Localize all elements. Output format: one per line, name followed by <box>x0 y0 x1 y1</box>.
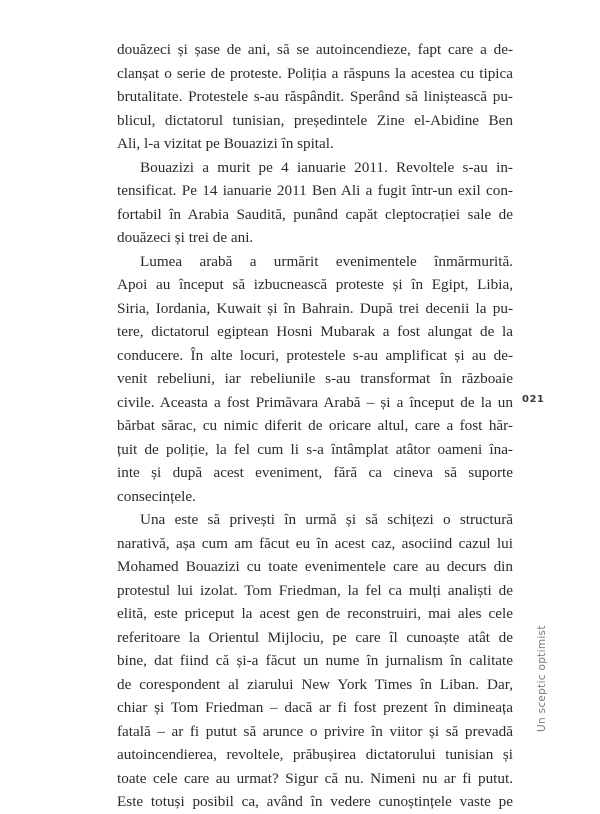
text-line: de corespondent al ziarului New York Times în Liban. Dar, <box>117 675 513 693</box>
text-line: Apoi au început să izbucnească proteste și în Egipt, Libia, <box>117 276 513 293</box>
text-line: bărbat sărac, cu nimic diferit de oricare altul, care a fost hăr- <box>117 417 513 434</box>
running-title: Un sceptic optimist <box>536 625 548 732</box>
text-line: Siria, Iordania, Kuwait și în Bahrain. După trei decenii la pu- <box>117 299 513 317</box>
text-line: fatală – ar fi putut să arunce o privire în viitor și să prevadă <box>117 722 513 740</box>
text-line: țuit de poliție, la fel cum li s-a întâmplat atâtor oameni îna- <box>117 440 513 458</box>
text-line: venit rebeliuni, iar rebeliunile s-au transformat în războaie <box>117 370 513 387</box>
text-line: clanșat o serie de proteste. Poliția a răspuns la acestea cu tipica <box>117 64 513 82</box>
text-line: chiar și Tom Friedman – dacă ar fi fost prezent în dimineața <box>117 699 513 716</box>
text-line: Mohamed Bouazizi cu toate evenimentele care au decurs din <box>117 558 513 575</box>
text-line: consecințele. <box>117 487 196 505</box>
text-line: douăzeci și șase de ani, să se autoincendieze, fapt care a de- <box>117 41 513 58</box>
text-line: tensificat. Pe 14 ianuarie 2011 Ben Ali a fugit într-un exil con- <box>117 182 513 199</box>
text-line: inte și după acest eveniment, fără ca cineva să suporte <box>117 464 513 481</box>
text-line: civile. Aceasta a fost Primăvara Arabă – și a început de la un <box>117 393 513 411</box>
text-line: protestul lui izolat. Tom Friedman, la fel ca mulți analiști de <box>117 581 513 599</box>
page-number: 021 <box>522 394 545 405</box>
text-line: Bouazizi a murit pe 4 ianuarie 2011. Revoltele s-au in- <box>140 158 513 176</box>
text-line: bine, dat fiind că și-a făcut un nume în jurnalism în calitate <box>117 652 513 669</box>
text-line: Lumea arabă a urmărit evenimentele înmărmurită. <box>140 252 513 270</box>
text-line: toate cele care au urmat? Sigur că nu. Nimeni nu ar fi putut. <box>117 769 513 787</box>
text-line: autoincendierea, revoltele, prăbușirea dictatorului tunisian și <box>117 746 513 763</box>
text-line: elită, este priceput la acest gen de reconstruiri, mai ales cele <box>117 605 513 622</box>
text-line: referitoare la Orientul Mijlociu, pe care îl cunoaște atât de <box>117 628 513 646</box>
text-line: tere, dictatorul egiptean Hosni Mubarak a fost alungat de la <box>117 323 513 340</box>
text-line: conducere. În alte locuri, protestele s-au amplificat și au de- <box>117 346 513 364</box>
text-line: Una este să privești în urmă și să schițezi o structură <box>140 511 513 528</box>
body-text <box>117 38 513 814</box>
text-line: fortabil în Arabia Saudită, punând capăt cleptocrației sale de <box>117 205 513 223</box>
text-line: narativă, așa cum am făcut eu în acest caz, asociind cazul lui <box>117 534 513 552</box>
text-line: brutalitate. Protestele s-au răspândit. Sperând să liniștească pu- <box>117 88 513 105</box>
text-line: Ali, l-a vizitat pe Bouazizi în spital. <box>117 135 334 152</box>
text-line: Este totuși posibil ca, având în vedere cunoștințele vaste pe <box>117 793 513 810</box>
text-line: douăzeci și trei de ani. <box>117 229 254 246</box>
text-line: blicul, dictatorul tunisian, președintele Zine el-Abidine Ben <box>117 111 513 129</box>
